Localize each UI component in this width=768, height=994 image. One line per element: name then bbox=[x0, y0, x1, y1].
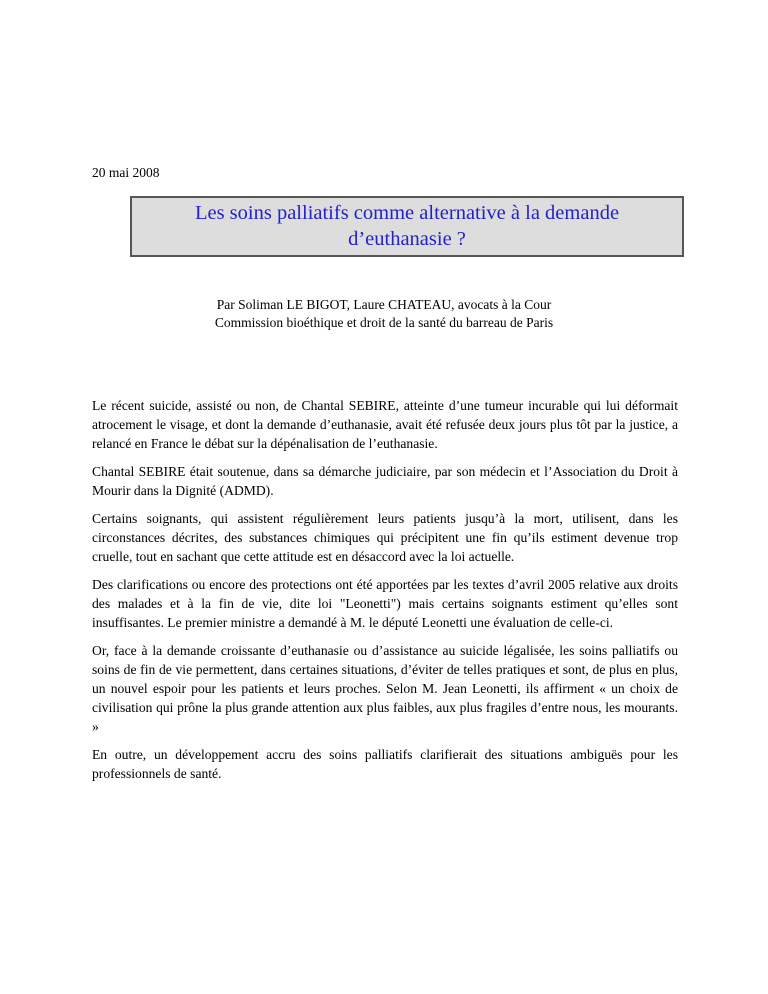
document-date: 20 mai 2008 bbox=[92, 165, 160, 180]
body-paragraph: Des clarifications ou encore des protections ont été apportées par les textes d’avril 2005 relative aux droits des malades et à la fin de vie, dite loi "Leonetti") mais certains soignants estiment qu’elles sont insuffisantes. Le premier ministre a demandé à M. le député Leonetti une évaluation de celle-ci. bbox=[92, 577, 678, 630]
document-body bbox=[92, 396, 678, 792]
body-paragraph: En outre, un développement accru des soins palliatifs clarifierait des situations ambiguës pour les professionnels de santé. bbox=[92, 747, 678, 781]
byline bbox=[92, 296, 676, 332]
body-paragraph: Chantal SEBIRE était soutenue, dans sa démarche judiciaire, par son médecin et l’Association du Droit à Mourir dans la Dignité (ADMD). bbox=[92, 464, 678, 498]
document-title-line1: Les soins palliatifs comme alternative à la demande bbox=[194, 202, 620, 224]
body-paragraph: Or, face à la demande croissante d’euthanasie ou d’assistance au suicide légalisée, les soins palliatifs ou soins de fin de vie permettent, dans certaines situations, d’éviter de telles pratiques et sont, de plus en plus, un nouvel espoir pour les patients et leurs proches. Selon M. Jean Leonetti, ils affirment « un choix de civilisation qui prône la plus grande attention aux plus faibles, aux plus fragiles d’entre nous, les mourants. » bbox=[92, 643, 678, 734]
body-paragraph: Certains soignants, qui assistent régulièrement leurs patients jusqu’à la mort, utilisent, dans les circonstances décrites, des substances chimiques qui précipitent une fin qu’ils estiment devenue trop cruelle, tout en sachant que cette attitude est en désaccord avec la loi actuelle. bbox=[92, 511, 678, 564]
byline-authors: Par Soliman LE BIGOT, Laure CHATEAU, avocats à la Cour bbox=[216, 297, 552, 312]
document-title-line2: d’euthanasie ? bbox=[348, 228, 466, 250]
title-box bbox=[130, 196, 684, 257]
byline-commission: Commission bioéthique et droit de la santé du barreau de Paris bbox=[214, 315, 554, 330]
body-paragraph: Le récent suicide, assisté ou non, de Chantal SEBIRE, atteinte d’une tumeur incurable qui lui déformait atrocement le visage, et dont la demande d’euthanasie, avait été refusée deux jours plus tôt par la justice, a relancé en France le débat sur la dépénalisation de l’euthanasie. bbox=[92, 398, 678, 451]
